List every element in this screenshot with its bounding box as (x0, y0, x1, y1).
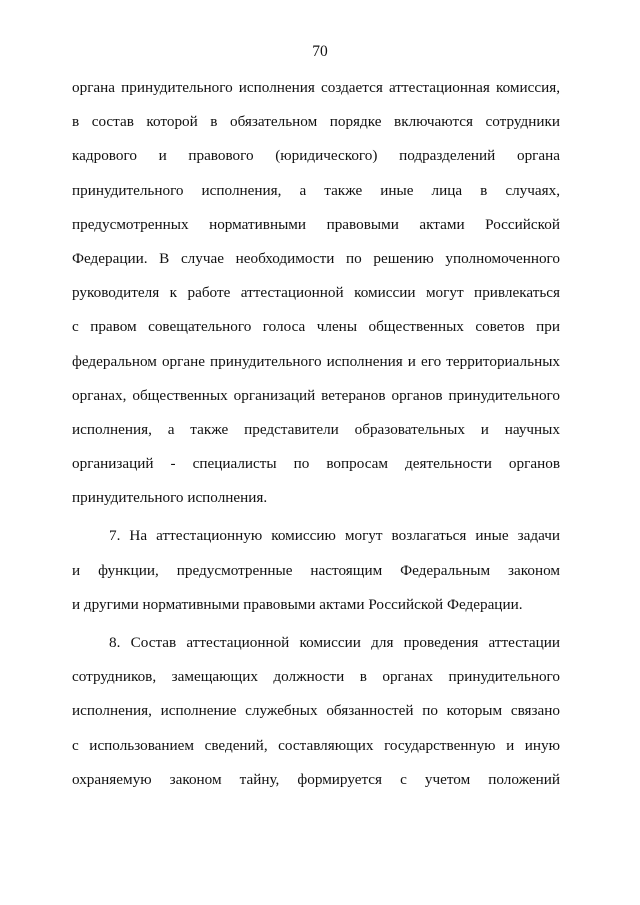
paragraph-item-7 (72, 526, 560, 629)
text-line: сотрудников, замещающих должности в органах принудительного (72, 668, 560, 686)
text-line: руководителя к работе аттестационной комиссии могут привлекаться (72, 284, 560, 302)
text-line: и другими нормативными правовыми актами Российской Федерации. (72, 595, 523, 613)
paragraph-continuation (72, 78, 560, 522)
page-number: 70 (312, 43, 328, 60)
text-line: и функции, предусмотренные настоящим Федеральным законом (72, 561, 560, 579)
text-line: предусмотренных нормативными правовыми актами Российской (72, 215, 560, 233)
text-line: кадрового и правового (юридического) подразделений органа (72, 147, 560, 165)
text-line: в состав которой в обязательном порядке включаются сотрудники (72, 113, 560, 131)
text-line: исполнения, исполнение служебных обязанностей по которым связано (72, 702, 560, 720)
text-line: принудительного исполнения, а также иные лица в случаях, (72, 181, 560, 199)
text-line: с правом совещательного голоса члены общественных советов при (72, 318, 560, 336)
text-line: федеральном органе принудительного исполнения и его территориальных (72, 352, 560, 370)
text-line: органа принудительного исполнения создается аттестационная комиссия, (72, 79, 560, 96)
text-line: организаций - специалисты по вопросам деятельности органов (72, 455, 560, 473)
text-line: органах, общественных организаций ветеранов органов принудительного (72, 386, 560, 404)
text-line: 7. На аттестационную комиссию могут возлагаться иные задачи (109, 527, 560, 545)
text-line: охраняемую законом тайну, формируется с учетом положений (72, 770, 560, 788)
text-line: принудительного исполнения. (72, 489, 268, 507)
text-line: Федерации. В случае необходимости по решению уполномоченного (72, 249, 560, 267)
paragraph-item-8 (72, 633, 560, 804)
text-line: исполнения, а также представители образовательных и научных (72, 420, 560, 438)
text-line: с использованием сведений, составляющих государственную и иную (72, 736, 560, 754)
text-line: 8. Состав аттестационной комиссии для проведения аттестации (109, 634, 560, 651)
document-body (72, 78, 560, 804)
